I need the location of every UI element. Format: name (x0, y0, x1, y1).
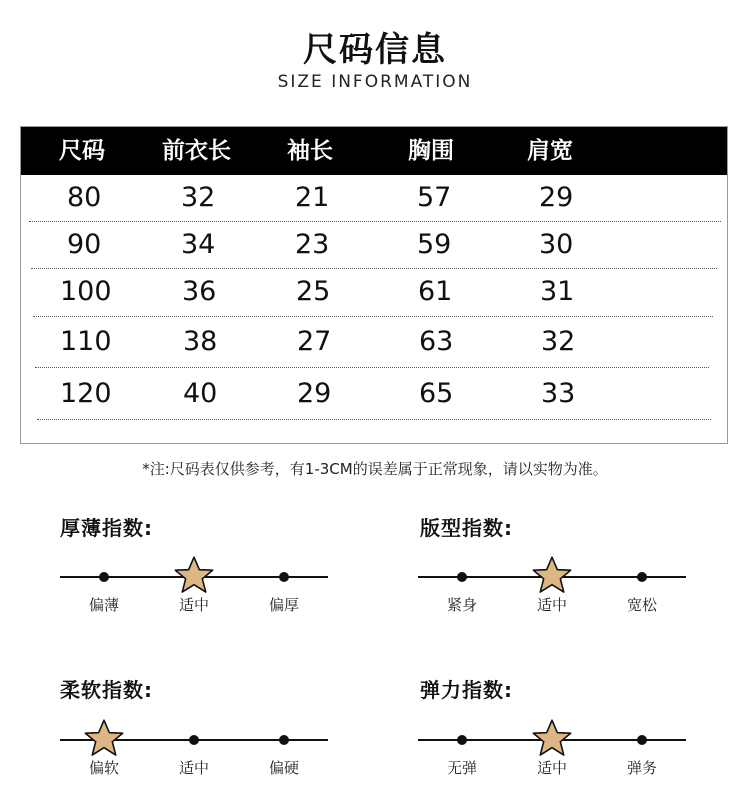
index-option-label: 宽松 (626, 596, 657, 614)
index-option-label: 偏硬 (268, 759, 299, 777)
cell-shoulder: 31 (540, 276, 575, 307)
index-title: 柔软指数: (60, 678, 153, 702)
star-icon (174, 556, 214, 594)
index-option-label: 无弹 (446, 759, 477, 777)
cell-shoulder: 29 (539, 182, 574, 213)
cell-front: 32 (181, 182, 216, 213)
cell-sleeve: 27 (297, 326, 332, 357)
dot-icon (637, 735, 647, 745)
index-title: 弹力指数: (420, 678, 513, 702)
header-shoulder: 肩宽 (527, 138, 573, 164)
index-option-label: 偏薄 (88, 596, 119, 614)
cell-sleeve: 23 (295, 229, 330, 260)
cell-chest: 59 (417, 229, 452, 260)
cell-chest: 57 (417, 182, 452, 213)
cell-sleeve: 25 (296, 276, 331, 307)
index-title: 版型指数: (420, 516, 513, 540)
cell-shoulder: 32 (541, 326, 576, 357)
header-size: 尺码 (59, 138, 105, 164)
cell-size: 90 (67, 229, 102, 260)
dot-icon (99, 572, 109, 582)
table-row (21, 322, 727, 362)
size-table (20, 126, 728, 444)
dot-icon (189, 735, 199, 745)
header-sleeve: 袖长 (287, 138, 333, 164)
cell-size: 80 (67, 182, 102, 213)
dot-icon (279, 735, 289, 745)
cell-front: 36 (182, 276, 217, 307)
index-option-label: 适中 (178, 759, 209, 777)
dot-icon (457, 572, 467, 582)
cell-front: 38 (183, 326, 218, 357)
page-subtitle: SIZE INFORMATION (277, 72, 473, 92)
page-title: 尺码信息 (303, 30, 447, 70)
cell-front: 40 (183, 378, 218, 409)
cell-size: 120 (60, 378, 112, 409)
cell-size: 110 (60, 326, 112, 357)
table-header (21, 127, 727, 175)
index-option-label: 适中 (178, 596, 209, 614)
star-icon (532, 719, 572, 757)
header-chest: 胸围 (408, 138, 454, 164)
table-row (21, 178, 727, 218)
index-option-label: 紧身 (446, 596, 477, 614)
cell-shoulder: 33 (541, 378, 576, 409)
row-divider (33, 316, 713, 317)
cell-chest: 61 (418, 276, 453, 307)
cell-shoulder: 30 (539, 229, 574, 260)
index-option-label: 偏软 (88, 759, 119, 777)
index-option-label: 弹务 (626, 759, 657, 777)
cell-chest: 65 (419, 378, 454, 409)
header-front-length: 前衣长 (162, 138, 231, 164)
cell-size: 100 (60, 276, 112, 307)
table-row (21, 225, 727, 265)
size-note: *注:尺码表仅供参考，有1-3CM的误差属于正常现象，请以实物为准。 (142, 460, 608, 478)
star-icon (84, 719, 124, 757)
index-title: 厚薄指数: (60, 516, 153, 540)
row-divider (35, 367, 709, 368)
table-row (21, 272, 727, 312)
index-option-label: 适中 (536, 596, 567, 614)
row-divider (29, 221, 721, 222)
table-row (21, 374, 727, 414)
dot-icon (457, 735, 467, 745)
cell-sleeve: 21 (295, 182, 330, 213)
cell-front: 34 (181, 229, 216, 260)
dot-icon (637, 572, 647, 582)
cell-sleeve: 29 (297, 378, 332, 409)
index-option-label: 适中 (536, 759, 567, 777)
row-divider (31, 268, 717, 269)
index-option-label: 偏厚 (268, 596, 299, 614)
dot-icon (279, 572, 289, 582)
cell-chest: 63 (419, 326, 454, 357)
row-divider (37, 419, 711, 420)
star-icon (532, 556, 572, 594)
